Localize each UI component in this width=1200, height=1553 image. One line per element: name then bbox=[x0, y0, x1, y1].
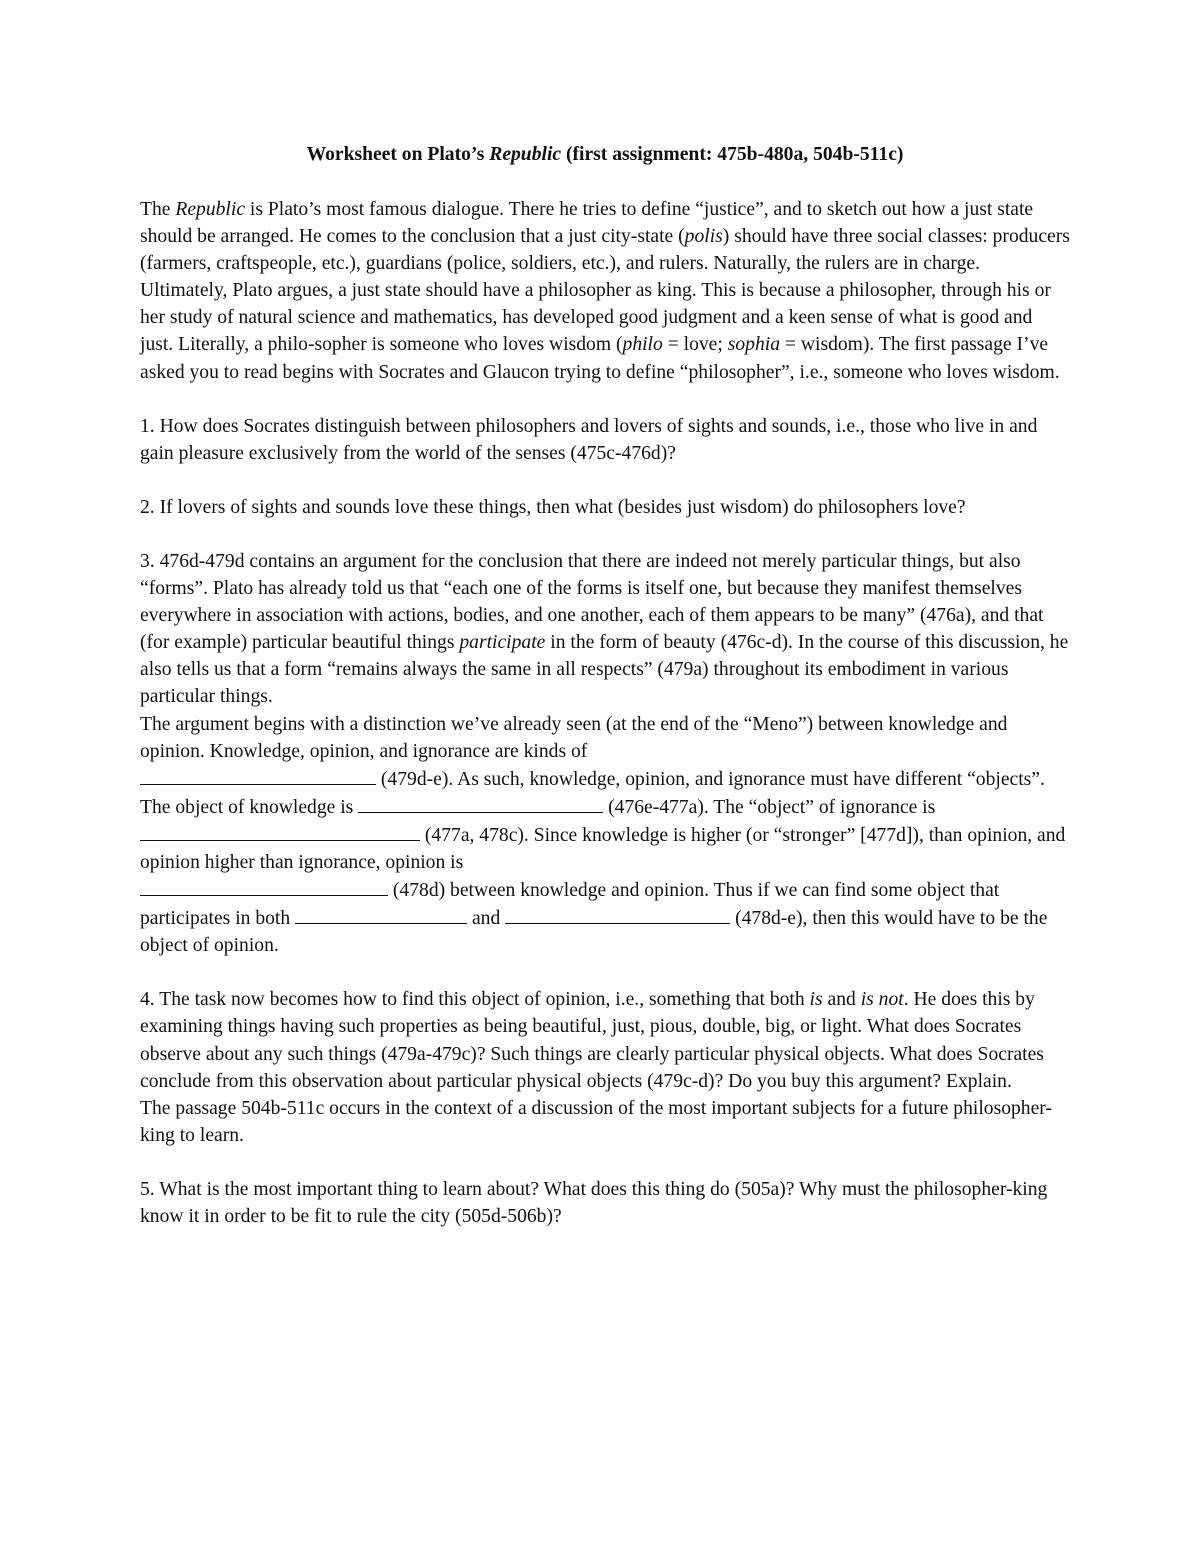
intro-text-1: The bbox=[140, 199, 176, 220]
worksheet-page bbox=[140, 141, 1070, 1230]
argument-text-6: and bbox=[467, 908, 506, 930]
intro-text-2: is Plato’s most famous dialogue. There he tries to define “justice”, and to sketch out how a just state should be arranged. He comes to the conclusion that a just city-state ( bbox=[140, 199, 1034, 248]
title-italic-republic: Republic bbox=[489, 144, 562, 165]
intro-italic-polis: polis bbox=[684, 226, 723, 248]
question-5: 5. What is the most important thing to learn about? What does this thing do (505a)? Why must the philosopher-king know it in order to be fit to rule the city (505d-506b)? bbox=[140, 1178, 1048, 1227]
question-4-text-1: 4. The task now becomes how to find this object of opinion, i.e., something that both bbox=[140, 989, 810, 1011]
question-4-context: The passage 504b-511c occurs in the context of a discussion of the most important subjects for a future philosopher-king to learn. bbox=[140, 1097, 1052, 1146]
fill-blank-object-of-knowledge[interactable] bbox=[358, 793, 603, 813]
intro-text-5: = wisdom). The first passage I’ve asked you to read begins with Socrates and Glaucon trying to define “philosopher”, i.e., someone who loves wisdom. bbox=[140, 334, 1060, 383]
argument-text-3: (476e-477a). The “object” of ignorance is bbox=[603, 796, 936, 818]
intro-text-4: = love; bbox=[662, 334, 728, 356]
question-4 bbox=[140, 986, 1070, 1094]
question-3-argument bbox=[140, 711, 1070, 960]
title-text-start: Worksheet on Plato’s bbox=[306, 144, 490, 165]
question-1: 1. How does Socrates distinguish between philosophers and lovers of sights and sounds, i.e., those who live in and gain pleasure exclusively from the world of the senses (475c-476d)? bbox=[140, 415, 1038, 464]
question-4-italic-is: is bbox=[809, 989, 823, 1011]
question-3-text-1: 3. 476d-479d contains an argument for the conclusion that there are indeed not merely particular things, but also “forms”. Plato has already told us that “each one of the forms is itself one, but because they manifest themselves everywhere in association with actions, bodies, and one another, each of them appears to be many” (476a), and that (for example) particular beautiful things bbox=[140, 550, 1044, 654]
question-4-text-2: and bbox=[822, 989, 861, 1011]
argument-text-5: (478d) between knowledge and opinion. Thus if we can find some object that participates in both bbox=[140, 880, 1000, 930]
argument-text-7: (478d-e), then this would have to be the object of opinion. bbox=[140, 908, 1048, 957]
question-4-italic-is-not: is not bbox=[860, 989, 904, 1011]
title-text-end: (first assignment: 475b-480a, 504b-511c) bbox=[561, 144, 904, 165]
argument-text-2: (479d-e). As such, knowledge, opinion, and ignorance must have different “objects”. The object of knowledge is bbox=[140, 768, 1045, 818]
intro-italic-philo: philo bbox=[622, 334, 663, 356]
intro-text-3: ) should have three social classes: producers (farmers, craftspeople, etc.), guardians (police, soldiers, etc.), and rulers. Naturally, the rulers are in charge. Ultimately, Plato argues, a just state should have a philosopher as king. This is because a philosopher, through his or her study of natural science and mathematics, has developed good judgment and a keen sense of what is good and just. Literally, a philo-sopher is someone who loves wisdom ( bbox=[140, 226, 1070, 356]
fill-blank-kinds[interactable] bbox=[140, 765, 376, 785]
fill-blank-object-of-ignorance[interactable] bbox=[140, 821, 420, 841]
intro-paragraph bbox=[140, 196, 1070, 386]
fill-blank-opinion-position[interactable] bbox=[140, 876, 388, 896]
argument-text-4: (477a, 478c). Since knowledge is higher (or “stronger” [477d]), than opinion, and opinion higher than ignorance, opinion is bbox=[140, 824, 1066, 873]
question-3-italic-participate: participate bbox=[459, 632, 546, 654]
fill-blank-participates-first[interactable] bbox=[295, 904, 467, 924]
argument-text-1: The argument begins with a distinction we’ve already seen (at the end of the “Meno”) between knowledge and opinion. Knowledge, opinion, and ignorance are kinds of bbox=[140, 713, 1008, 762]
worksheet-title bbox=[140, 141, 1070, 168]
question-3 bbox=[140, 548, 1070, 711]
intro-italic-sophia: sophia bbox=[727, 334, 780, 356]
question-2: 2. If lovers of sights and sounds love these things, then what (besides just wisdom) do philosophers love? bbox=[140, 496, 966, 518]
question-4-text-3: . He does this by examining things having such properties as being beautiful, just, pious, double, big, or light. What does Socrates observe about any such things (479a-479c)? Such things are clearly particular physical objects. What does Socrates conclude from this observation about particular physical objects (479c-d)? Do you buy this argument? Explain. bbox=[140, 989, 1044, 1092]
intro-italic-republic: Republic bbox=[175, 199, 246, 220]
question-3-text-2: in the form of beauty (476c-d). In the course of this discussion, he also tells us that a form “remains always the same in all respects” (479a) throughout its embodiment in various particular things. bbox=[140, 632, 1069, 708]
fill-blank-participates-second[interactable] bbox=[505, 904, 730, 924]
